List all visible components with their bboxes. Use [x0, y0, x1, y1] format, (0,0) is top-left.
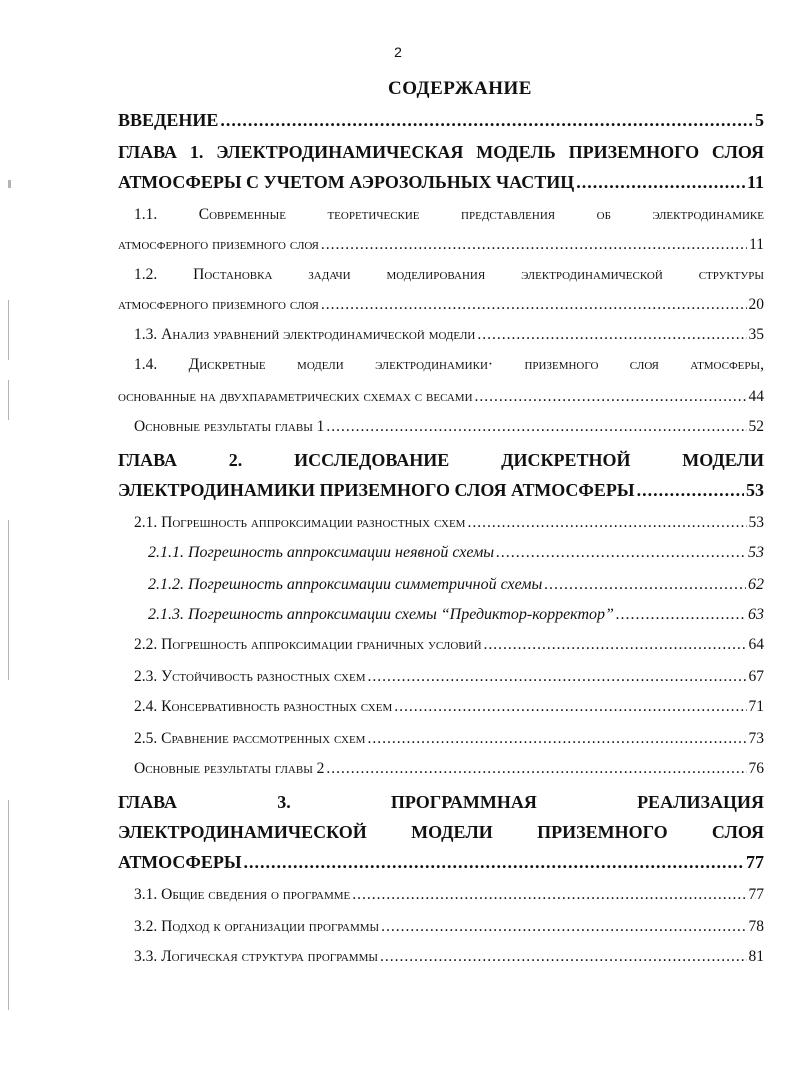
word: МОДЕЛИ [411, 822, 493, 842]
word: 1.2. [134, 266, 158, 283]
toc-page-number: 62 [748, 576, 764, 593]
toc-page-number: 53 [746, 480, 764, 500]
toc-entry-title: атмосферного приземного слоя [118, 236, 319, 253]
toc-entry-title: 2.1.3. Погрешность аппроксимации схемы “Предиктор-корректор” [148, 606, 614, 623]
toc-section-3-3[interactable] [134, 948, 764, 966]
toc-page-number: 73 [748, 730, 764, 747]
toc-entry-title: 3.1. Общие сведения о программе [134, 886, 351, 903]
leader-dots [367, 668, 746, 686]
toc-chapter-3-line1[interactable] [118, 792, 764, 813]
word: электродинамической [521, 266, 663, 283]
word: ИССЛЕДОВАНИЕ [294, 450, 450, 470]
toc-entry-title: 2.5. Сравнение рассмотренных схем [134, 730, 366, 747]
word: ПРИЗЕМНОГО [537, 822, 668, 842]
toc-page-number: 81 [748, 948, 764, 965]
toc-section-2-4[interactable] [134, 698, 764, 716]
word: 3. [277, 792, 291, 812]
toc-section-1-4-line1[interactable] [134, 356, 764, 374]
leader-dots [496, 544, 746, 562]
toc-entry-title: 3.3. Логическая структура программы [134, 948, 378, 965]
word: представления [461, 206, 556, 223]
toc-section-1-3[interactable] [134, 326, 764, 344]
toc-page-number: 53 [748, 544, 764, 561]
toc-entry-title: 3.2. Подход к организации программы [134, 918, 380, 935]
toc-entry-title: 1.3. Анализ уравнений электродинамической модели [134, 326, 476, 343]
toc-entry-title: 2.1.1. Погрешность аппроксимации неявной схемы [148, 544, 495, 561]
toc-page-number: 64 [748, 636, 764, 653]
toc-section-2-2[interactable] [134, 636, 764, 654]
toc-chapter-3-line3[interactable] [118, 852, 764, 873]
word: СЛОЯ [711, 822, 764, 842]
word: 2. [228, 450, 243, 470]
toc-page-number: 67 [748, 668, 764, 685]
scan-artifact [8, 300, 9, 360]
toc-section-1-4-line2[interactable] [118, 388, 764, 406]
word: ДИСКРЕТНОЙ [501, 450, 631, 470]
toc-page-number: 52 [748, 418, 764, 435]
toc-section-1-1-line2[interactable] [118, 236, 764, 254]
toc-entry-title: Основные результаты главы 1 [134, 418, 325, 435]
toc-entry-title: 2.1.2. Погрешность аппроксимации симметричной схемы [148, 576, 543, 593]
leader-dots [321, 236, 747, 254]
toc-entry-title: атмосферного приземного слоя [118, 296, 319, 313]
toc-page-number: 78 [748, 918, 764, 935]
word: Постановка [193, 266, 273, 283]
word: структуры [698, 266, 764, 283]
word: ЭЛЕКТРОДИНАМИЧЕСКАЯ [216, 142, 464, 162]
word: 1. [189, 142, 204, 162]
word: Дискретные [188, 356, 266, 373]
toc-entry-title: 2.4. Консервативность разностных схем [134, 698, 393, 715]
page-title: СОДЕРЖАНИЕ [388, 78, 532, 99]
toc-section-1-1-line1[interactable] [134, 206, 764, 224]
word: теоретические [327, 206, 420, 223]
leader-dots [380, 948, 747, 966]
leader-dots [244, 852, 744, 873]
leader-dots [394, 698, 746, 716]
word: РЕАЛИЗАЦИЯ [637, 792, 764, 812]
toc-chapter-1-line1[interactable] [118, 142, 764, 163]
toc-results-chapter-2[interactable] [134, 760, 764, 778]
toc-chapter-2-line1[interactable] [118, 450, 764, 471]
toc-entry-title: АТМОСФЕРЫ [118, 852, 242, 872]
word: атмосферы, [690, 356, 764, 373]
toc-page-number: 20 [748, 296, 764, 313]
word: модели [297, 356, 344, 373]
toc-entry-title: 2.2. Погрешность аппроксимации граничных условий [134, 636, 482, 653]
toc-entry-title: 2.3. Устойчивость разностных схем [134, 668, 366, 685]
toc-entry-title: ВВЕДЕНИЕ [118, 110, 219, 130]
word: электродинамике [652, 206, 764, 223]
leader-dots [326, 760, 746, 778]
word: СЛОЯ [711, 142, 764, 162]
page-number: 2 [394, 44, 402, 60]
word: МОДЕЛЬ [476, 142, 556, 162]
word: 1.1. [134, 206, 158, 223]
scan-artifact [8, 380, 9, 420]
leader-dots [467, 514, 746, 532]
leader-dots [576, 172, 745, 193]
toc-section-1-2-line2[interactable] [118, 296, 764, 314]
toc-page-number: 77 [748, 886, 764, 903]
word: слоя [629, 356, 659, 373]
toc-chapter-1-line2[interactable] [118, 172, 764, 193]
toc-entry-title: ЭЛЕКТРОДИНАМИКИ ПРИЗЕМНОГО СЛОЯ АТМОСФЕРЫ [118, 480, 635, 500]
toc-chapter-3-line2[interactable] [118, 822, 764, 843]
leader-dots [637, 480, 744, 501]
toc-page-number: 11 [749, 236, 764, 253]
leader-dots [616, 606, 746, 624]
word: ГЛАВА [118, 142, 178, 162]
toc-entry-title: Основные результаты главы 2 [134, 760, 325, 777]
leader-dots [321, 296, 747, 314]
toc-page-number: 76 [748, 760, 764, 777]
toc-subsection-2-1-2[interactable] [148, 576, 764, 594]
scan-artifact [8, 800, 9, 1010]
scan-artifact [8, 180, 11, 188]
leader-dots [326, 418, 746, 436]
word: Современные [198, 206, 286, 223]
word: ПРОГРАММНАЯ [390, 792, 537, 812]
toc-page-number: 5 [755, 110, 764, 130]
leader-dots [477, 326, 746, 344]
toc-section-2-3[interactable] [134, 668, 764, 686]
word: ГЛАВА [118, 792, 178, 812]
toc-subsection-2-1-3[interactable] [148, 606, 764, 624]
leader-dots [367, 730, 746, 748]
toc-entry-title: 2.1. Погрешность аппроксимации разностных схем [134, 514, 466, 531]
toc-section-2-1[interactable] [134, 514, 764, 532]
toc-subsection-2-1-1[interactable] [148, 544, 764, 562]
word: об [596, 206, 611, 223]
toc-page-number: 44 [748, 388, 764, 405]
toc-chapter-2-line2[interactable] [118, 480, 764, 501]
toc-entry-title: АТМОСФЕРЫ С УЧЕТОМ АЭРОЗОЛЬНЫХ ЧАСТИЦ [118, 172, 575, 192]
toc-entry-title: основанные на двухпараметрических схемах с весами [118, 388, 473, 405]
word: 1.4. [134, 356, 158, 373]
leader-dots [352, 886, 746, 904]
word: моделирования [386, 266, 486, 283]
word: ГЛАВА [118, 450, 178, 470]
toc-entry-intro[interactable] [118, 110, 764, 131]
toc-page-number: 53 [748, 514, 764, 531]
toc-page-number: 11 [746, 172, 764, 192]
word: МОДЕЛИ [682, 450, 764, 470]
toc-page-number: 71 [748, 698, 764, 715]
toc-results-chapter-1[interactable] [134, 418, 764, 436]
word: ПРИЗЕМНОГО [568, 142, 700, 162]
word: задачи [308, 266, 351, 283]
toc-section-3-1[interactable] [134, 886, 764, 904]
leader-dots [220, 110, 753, 131]
toc-section-1-2-line1[interactable] [134, 266, 764, 284]
leader-dots [544, 576, 746, 594]
toc-page-number: 77 [746, 852, 764, 872]
leader-dots [484, 636, 747, 654]
toc-section-2-5[interactable] [134, 730, 764, 748]
toc-section-3-2[interactable] [134, 918, 764, 936]
toc-page-number: 35 [748, 326, 764, 343]
leader-dots [381, 918, 746, 936]
word: ЭЛЕКТРОДИНАМИЧЕСКОЙ [118, 822, 367, 842]
word: электродинамики· [375, 356, 494, 373]
leader-dots [475, 388, 747, 406]
scan-artifact [8, 520, 9, 680]
word: приземного [524, 356, 599, 373]
toc-page-number: 63 [748, 606, 764, 623]
